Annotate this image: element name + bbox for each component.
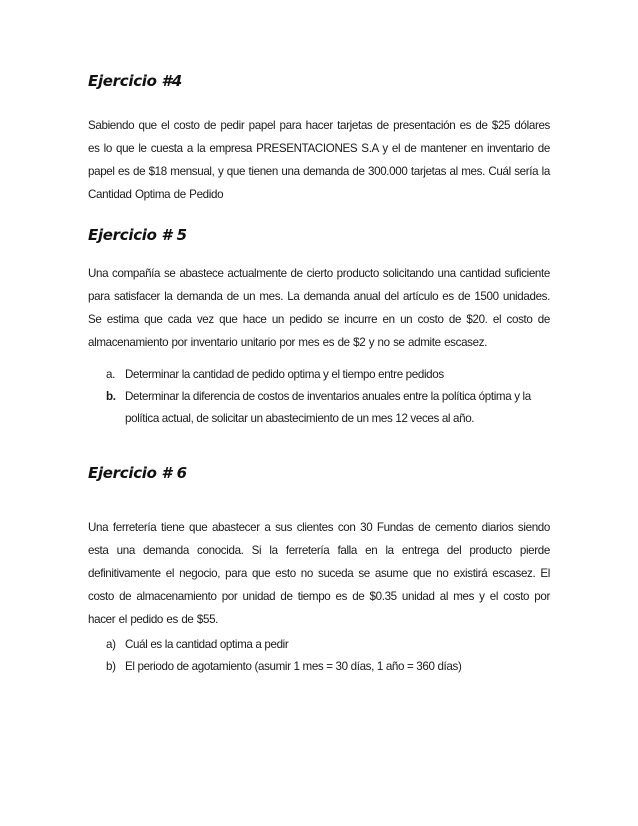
list-item [88, 364, 550, 386]
exercise-6-list [88, 634, 550, 678]
list-item-text: El periodo de agotamiento (asumir 1 mes = 30 días, 1 año = 360 días) [125, 660, 462, 673]
exercise-5-list [88, 364, 550, 430]
exercise-6-text: Una ferretería tiene que abastecer a sus clientes con 30 Fundas de cemento diarios siendo esta una demanda conocida. Si la ferretería falla en la entrega del producto pierde definitivamente el negocio, para que esto no suceda se asume que no existirá escasez. El costo de almacenamiento por unidad de tiempo es de $0.35 unidad al mes y el costo por hacer el pedido es de $55. [88, 521, 550, 626]
exercise-5-heading: Ejercicio # 5 [88, 226, 187, 244]
exercise-4-heading: Ejercicio #4 [88, 72, 182, 90]
list-item-text: Determinar la cantidad de pedido optima y el tiempo entre pedidos [125, 368, 444, 381]
exercise-6-heading: Ejercicio # 6 [88, 464, 187, 482]
list-marker: b) [106, 660, 116, 673]
list-marker: b. [106, 390, 116, 403]
exercise-5-text: Una compañía se abastece actualmente de cierto producto solicitando una cantidad suficiente para satisfacer la demanda de un mes. La demanda anual del artículo es de 1500 unidades. Se estima que cada vez que hace un pedido se incurre en un costo de $20. el costo de almacenamiento por inventario unitario por mes es de $2 y no se admite escasez. [88, 267, 550, 349]
exercise-4-text: Sabiendo que el costo de pedir papel para hacer tarjetas de presentación es de $25 dólares es lo que le cuesta a la empresa PRESENTACIONES S.A y el de mantener en inventario de papel es de $18 mensual, y que tienen una demanda de 300.000 tarjetas al mes. Cuál sería la Cantidad Optima de Pedido [88, 119, 550, 201]
list-marker: a. [106, 368, 115, 381]
list-item [88, 386, 550, 430]
list-item [88, 656, 550, 678]
list-item-text: Cuál es la cantidad optima a pedir [125, 638, 289, 651]
list-marker: a) [106, 638, 116, 651]
list-item [88, 634, 550, 656]
list-item-text: Determinar la diferencia de costos de inventarios anuales entre la política óptima y la política actual, de solicitar un abastecimiento de un mes 12 veces al año. [125, 390, 531, 425]
